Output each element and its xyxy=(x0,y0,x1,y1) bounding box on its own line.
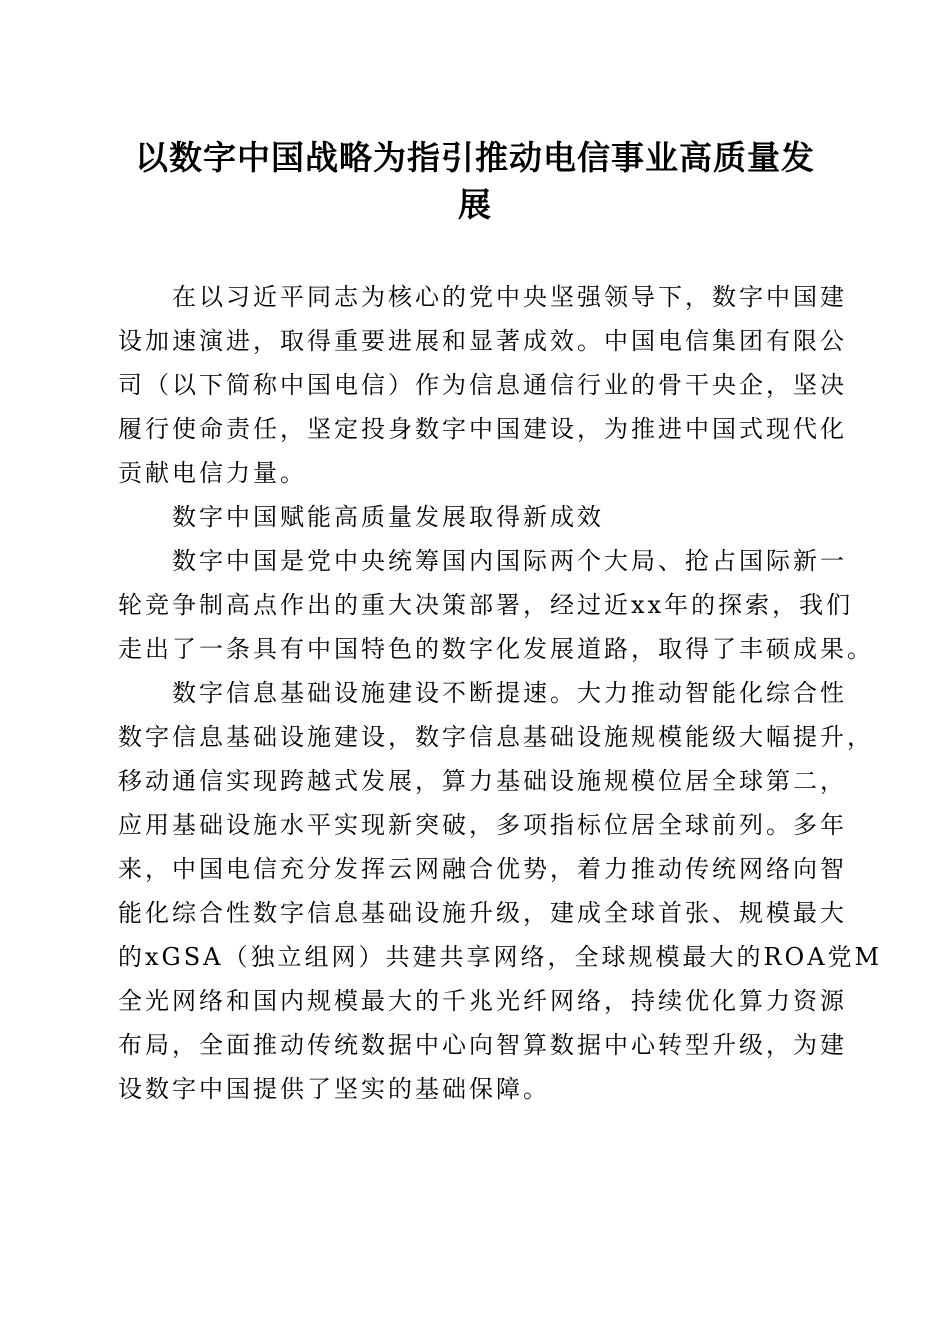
text-line: 全光网络和国内规模最大的千兆光纤网络，持续优化算力资源 xyxy=(118,987,847,1015)
text-line: 贡献电信力量。 xyxy=(118,459,307,487)
paragraph xyxy=(118,671,883,1111)
title-line: 以数字中国战略为指引推动电信事业高质量发 xyxy=(135,138,815,177)
document-title xyxy=(90,134,860,228)
text-line: 来，中国电信充分发挥云网融合优势，着力推动传统网络向智 xyxy=(118,855,847,883)
text-line: 数字中国赋能高质量发展取得新成效 xyxy=(172,503,604,531)
document-body xyxy=(118,275,883,1111)
text-line: 的xGSA（独立组网）共建共享网络，全球规模最大的ROA党M xyxy=(118,943,883,971)
title-line: 展 xyxy=(458,185,492,224)
text-line: 司（以下简称中国电信）作为信息通信行业的骨干央企，坚决 xyxy=(118,371,847,399)
text-line: 在以习近平同志为核心的党中央坚强领导下，数字中国建 xyxy=(172,283,847,311)
text-line: 履行使命责任，坚定投身数字中国建设，为推进中国式现代化 xyxy=(118,415,847,443)
text-line: 布局，全面推动传统数据中心向智算数据中心转型升级，为建 xyxy=(118,1031,847,1059)
section-heading xyxy=(118,495,878,539)
text-line: 轮竞争制高点作出的重大决策部署，经过近xx年的探索，我们 xyxy=(118,591,854,619)
paragraph xyxy=(118,275,878,495)
text-line: 数字中国是党中央统筹国内国际两个大局、抢占国际新一 xyxy=(172,547,847,575)
text-line: 设数字中国提供了坚实的基础保障。 xyxy=(118,1075,550,1103)
text-line: 移动通信实现跨越式发展，算力基础设施规模位居全球第二， xyxy=(118,767,847,795)
text-line: 设加速演进，取得重要进展和显著成效。中国电信集团有限公 xyxy=(118,327,847,355)
text-line: 能化综合性数字信息基础设施升级，建成全球首张、规模最大 xyxy=(118,899,847,927)
text-line: 走出了一条具有中国特色的数字化发展道路，取得了丰硕成果。 xyxy=(118,635,874,663)
text-line: 应用基础设施水平实现新突破，多项指标位居全球前列。多年 xyxy=(118,811,847,839)
text-line: 数字信息基础设施建设，数字信息基础设施规模能级大幅提升， xyxy=(118,723,874,751)
paragraph xyxy=(118,539,878,671)
text-line: 数字信息基础设施建设不断提速。大力推动智能化综合性 xyxy=(172,679,847,707)
